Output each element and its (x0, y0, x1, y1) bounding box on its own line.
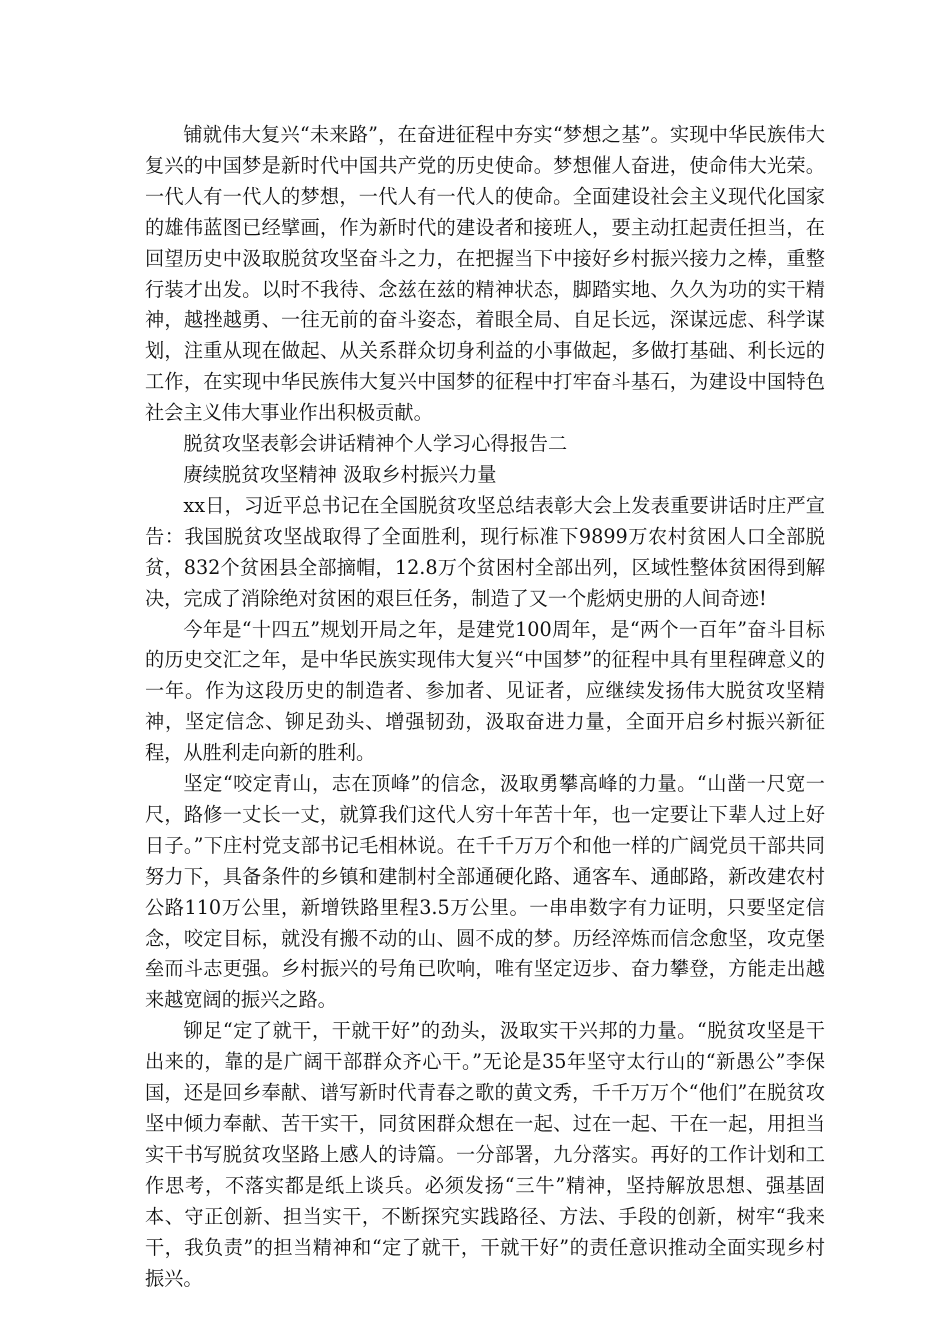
body-paragraph: 坚定“咬定青山，志在顶峰”的信念，汲取勇攀高峰的力量。“山凿一尺宽一尺，路修一丈长一丈，就算我们这代人穷十年苦十年，也一定要让下辈人过上好日子。”下庄村党支部书记毛相林说。在千千万万个和他一样的广阔党员干部共同努力下，具备条件的乡镇和建制村全部通硬化路、通客车、通邮路，新改建农村公路110万公里，新增铁路里程3.5万公里。一串串数字有力证明，只要坚定信念，咬定目标，就没有搬不动的山、圆不成的梦。历经淬炼而信念愈坚，攻克堡垒而斗志更强。乡村振兴的号角已吹响，唯有坚定迈步、奋力攀登，方能走出越来越宽阔的振兴之路。 (145, 772, 825, 1012)
document-page (145, 120, 825, 1294)
body-paragraph: 今年是“十四五”规划开局之年，是建党100周年，是“两个一百年”奋斗目标的历史交汇之年，是中华民族实现伟大复兴“中国梦”的征程中具有里程碑意义的一年。作为这段历史的制造者、参加者、见证者，应继续发扬伟大脱贫攻坚精神，坚定信念、铆足劲头、增强韧劲，汲取奋进力量，全面开启乡村振兴新征程，从胜利走向新的胜利。 (145, 617, 825, 765)
report-title: 脱贫攻坚表彰会讲话精神个人学习心得报告二 (183, 432, 568, 456)
body-paragraph: 铆足“定了就干，干就干好”的劲头，汲取实干兴邦的力量。“脱贫攻坚是干出来的，靠的是广阔干部群众齐心干。”无论是35年坚守太行山的“新愚公”李保国，还是回乡奉献、谱写新时代青春之歌的黄文秀，千千万万个“他们”在脱贫攻坚中倾力奉献、苦干实干，同贫困群众想在一起、过在一起、干在一起，用担当实干书写脱贫攻坚路上感人的诗篇。一分部署，九分落实。再好的工作计划和工作思考，不落实都是纸上谈兵。必须发扬“三牛”精神，坚持解放思想、强基固本、守正创新、担当实干，不断探究实践路径、方法、手段的创新，树牢“我来干，我负责”的担当精神和“定了就干，干就干好”的责任意识推动全面实现乡村振兴。 (145, 1019, 825, 1290)
body-paragraph: xx日，习近平总书记在全国脱贫攻坚总结表彰大会上发表重要讲话时庄严宣告：我国脱贫攻坚战取得了全面胜利，现行标准下9899万农村贫困人口全部脱贫，832个贫困县全部摘帽，12.8万个贫困村全部出列，区域性整体贫困得到解决，完成了消除绝对贫困的艰巨任务，制造了又一个彪炳史册的人间奇迹! (145, 493, 825, 610)
body-paragraph: 铺就伟大复兴“未来路”，在奋进征程中夯实“梦想之基”。实现中华民族伟大复兴的中国梦是新时代中国共产党的历史使命。梦想催人奋进，使命伟大光荣。一代人有一代人的梦想，一代人有一代人的使命。全面建设社会主义现代化国家的雄伟蓝图已经擘画，作为新时代的建设者和接班人，要主动扛起责任担当，在回望历史中汲取脱贫攻坚奋斗之力，在把握当下中接好乡村振兴接力之棒，重整行装才出发。以时不我待、念兹在兹的精神状态，脚踏实地、久久为功的实干精神，越挫越勇、一往无前的奋斗姿态，着眼全局、自足长远，深谋远虑、科学谋划，注重从现在做起、从关系群众切身利益的小事做起，多做打基础、利长远的工作，在实现中华民族伟大复兴中国梦的征程中打牢奋斗基石，为建设中国特色社会主义伟大事业作出积极贡献。 (145, 123, 825, 425)
report-subtitle: 赓续脱贫攻坚精神 汲取乡村振兴力量 (183, 462, 497, 486)
